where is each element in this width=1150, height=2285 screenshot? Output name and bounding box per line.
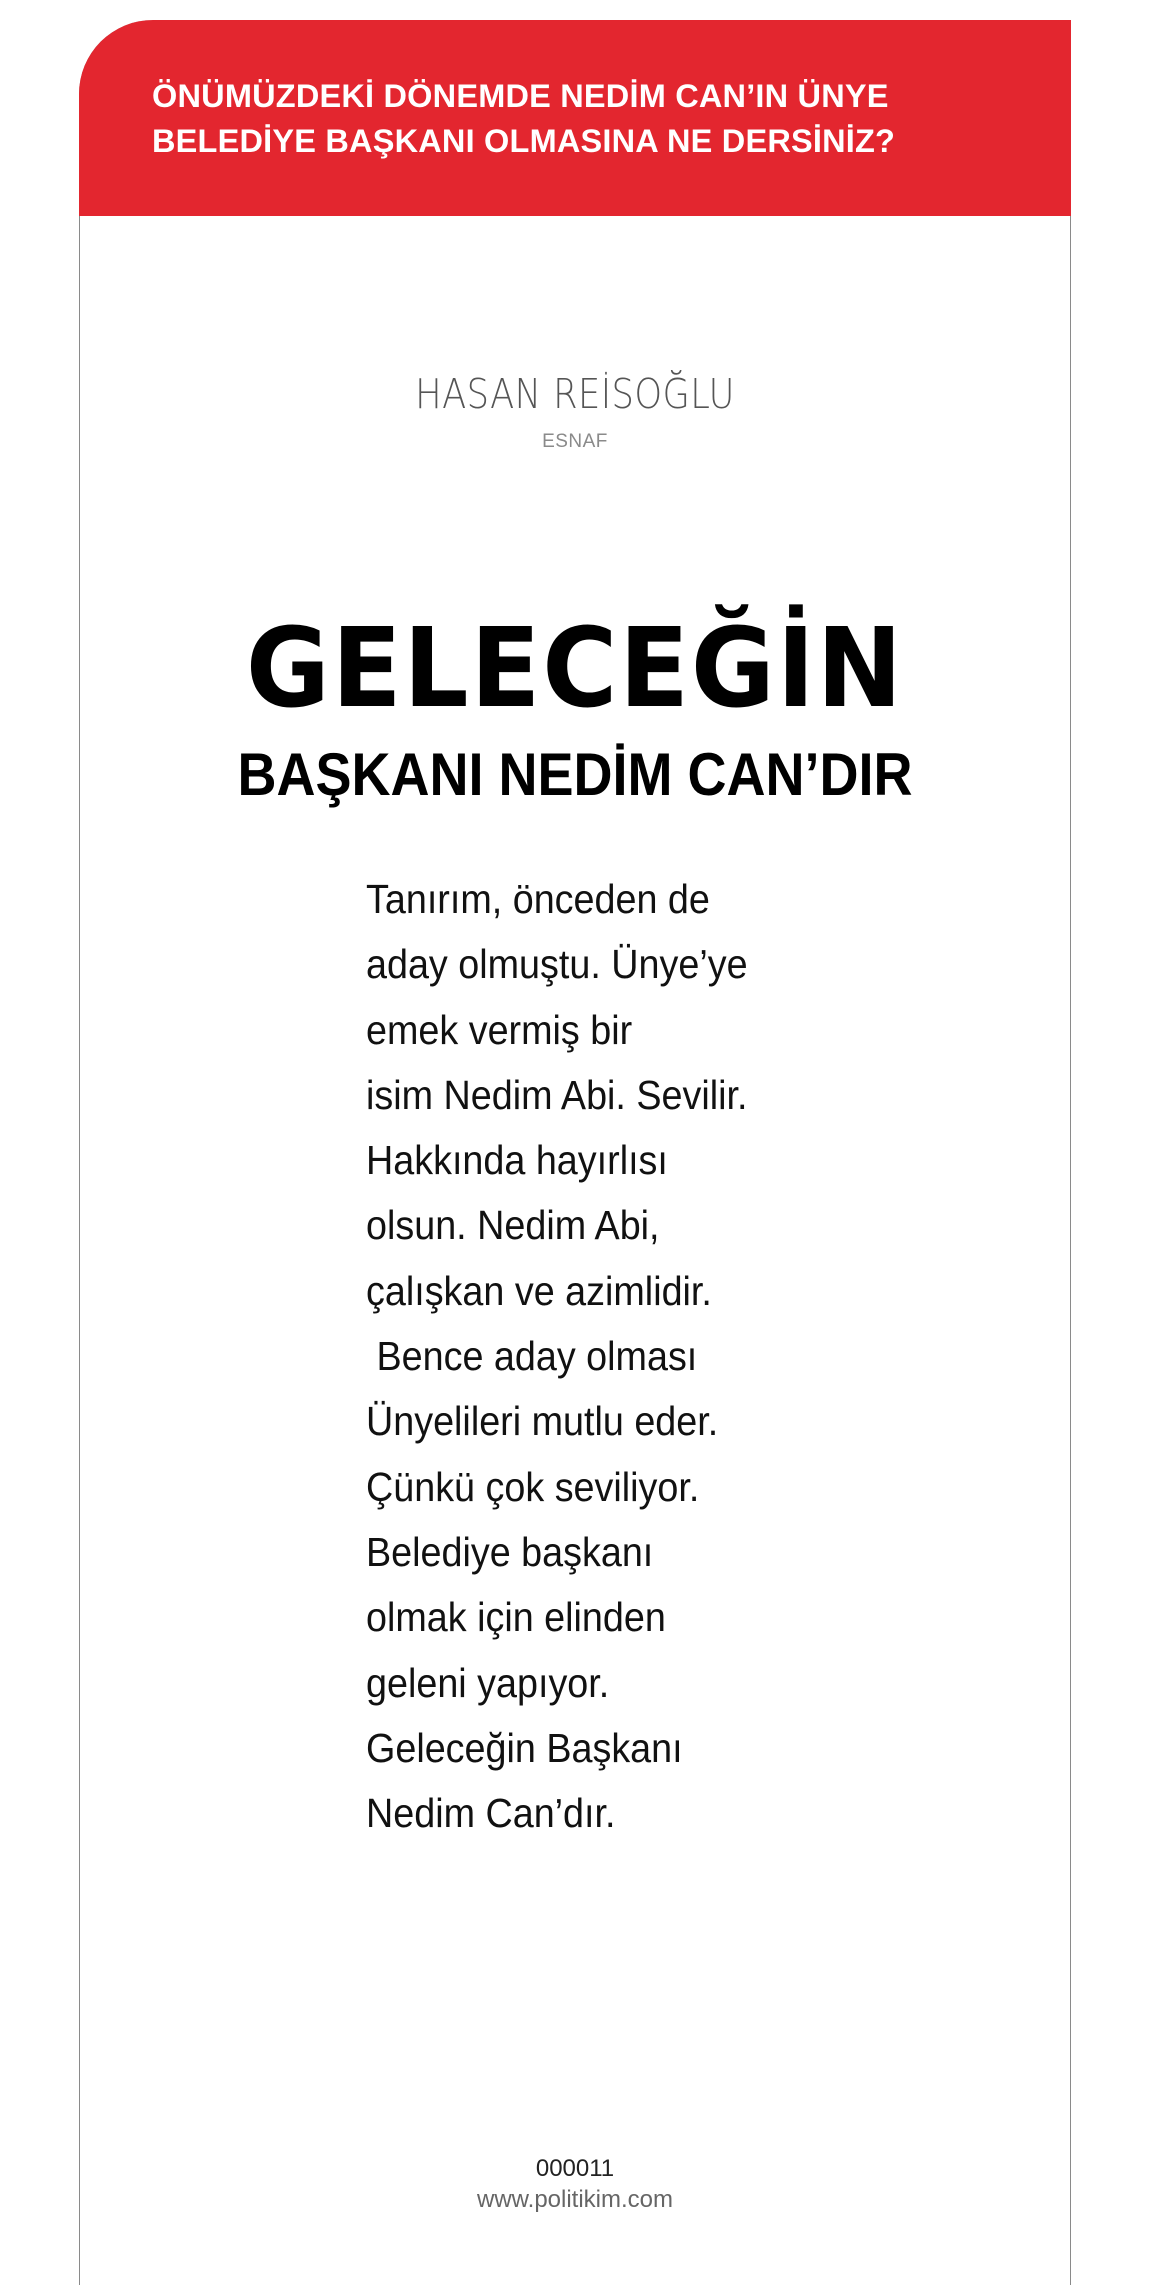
question-banner <box>79 20 1071 216</box>
quote-line: isim Nedim Abi. Sevilir. <box>366 1071 748 1118</box>
quote-line: Tanırım, önceden de <box>366 876 710 922</box>
banner-question: ÖNÜMÜZDEKİ DÖNEMDE NEDİM CAN’IN ÜNYE BELEDİYE BAŞKANI OLMASINA NE DERSİNİZ? <box>152 78 896 159</box>
quote-line: Geleceğin Başkanı <box>366 1724 683 1771</box>
quote-line: Çünkü çok seviliyor. <box>366 1463 700 1510</box>
quote-line: Bence aday olması <box>366 1333 698 1380</box>
footer-id: 000011 <box>535 2155 615 2182</box>
person-role: ESNAF <box>542 431 608 452</box>
person-name: HASAN REİSOĞLU <box>415 370 735 418</box>
quote-line: emek vermiş bir <box>366 1006 633 1053</box>
headline-main: GELECEĞİN <box>245 604 905 732</box>
quote-text <box>366 867 886 1846</box>
quote-line: Belediye başkanı <box>366 1528 654 1575</box>
footer-website: www.politikim.com <box>476 2186 674 2213</box>
quote-line: olsun. Nedim Abi, <box>366 1202 660 1249</box>
quote-line: Hakkında hayırlısı <box>366 1137 668 1184</box>
quote-line: olmak için elinden <box>366 1594 666 1641</box>
quote-line: geleni yapıyor. <box>366 1659 610 1706</box>
quote-line: Ünyelileri mutlu eder. <box>366 1398 719 1445</box>
quote-line: aday olmuştu. Ünye’ye <box>366 941 748 988</box>
quote-line: Nedim Can’dır. <box>366 1790 616 1837</box>
quote-line: çalışkan ve azimlidir. <box>366 1267 712 1314</box>
headline-sub: BAŞKANI NEDİM CAN’DIR <box>237 741 913 808</box>
